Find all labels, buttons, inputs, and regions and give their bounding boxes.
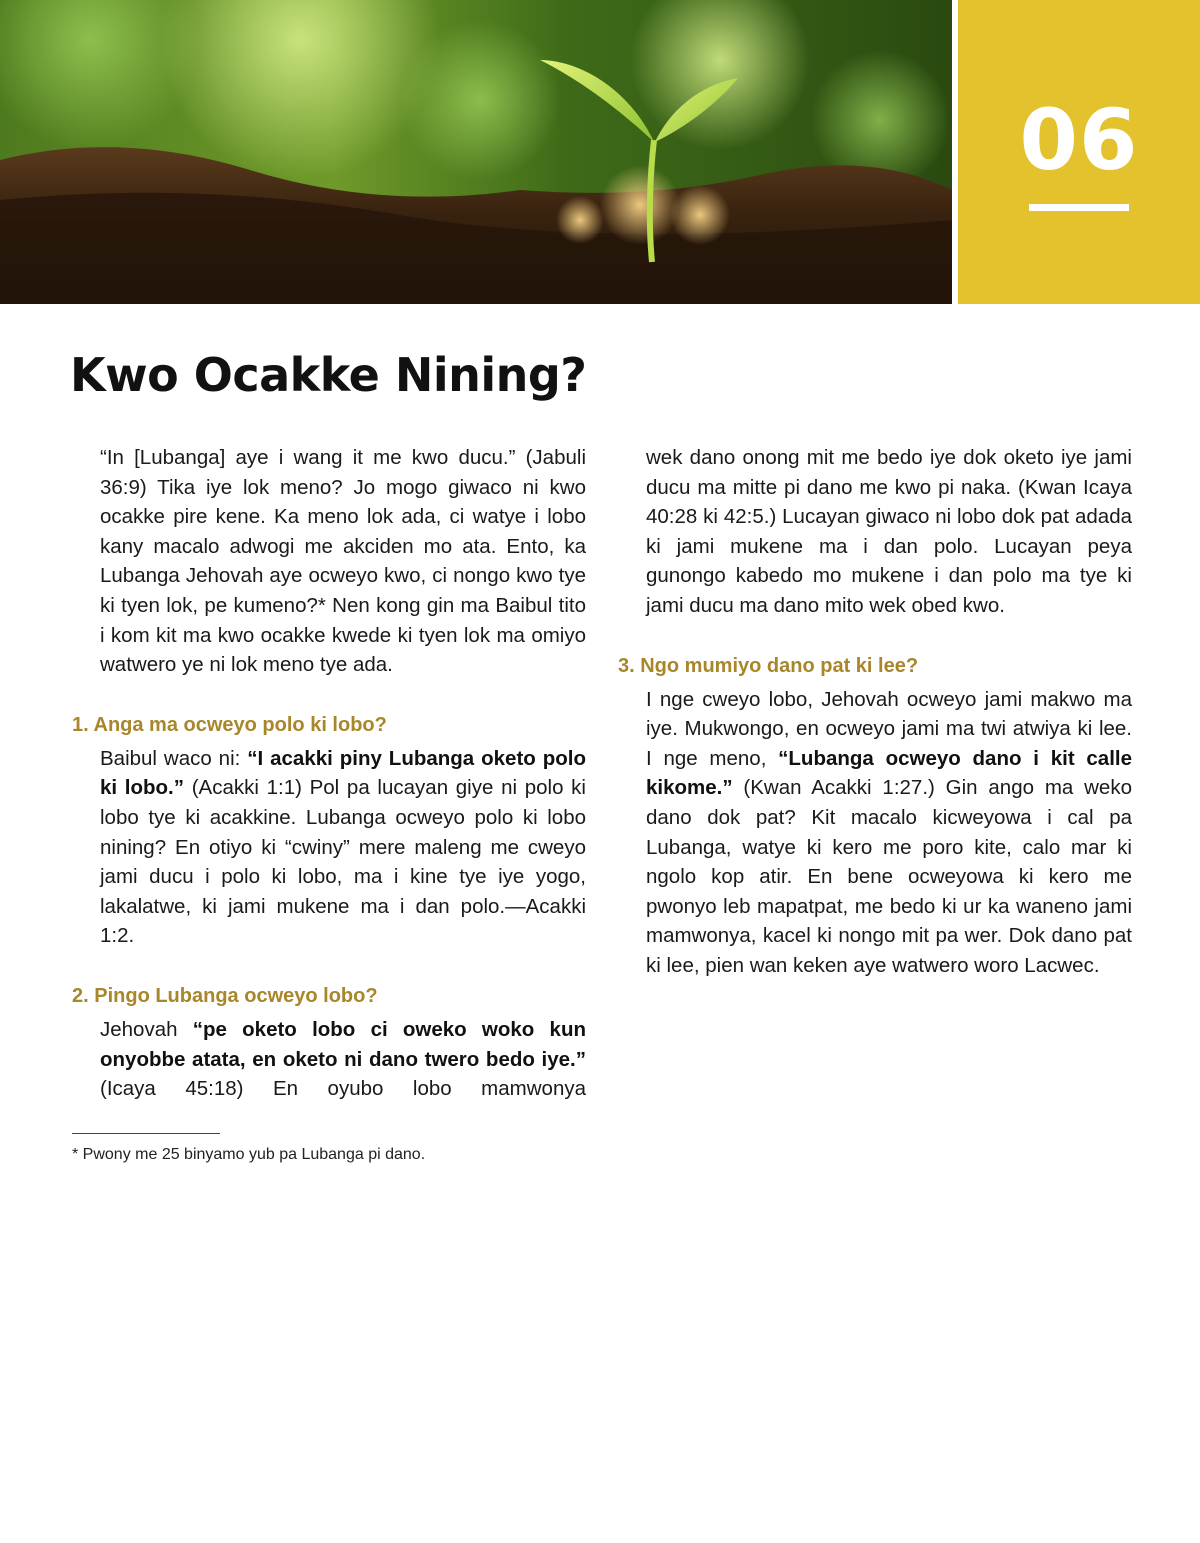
question-2: 2. Pingo Lubanga ocweyo lobo? — [72, 984, 378, 1007]
chapter-number: 06 — [1019, 91, 1139, 189]
answer-2 — [72, 1015, 586, 1104]
right-column — [618, 443, 1132, 981]
answer-3-quote: “Lubanga ocweyo dano i kit calle kikome.” — [646, 746, 1132, 800]
chapter-underline — [1029, 204, 1129, 211]
answer-1-lead: Baibul waco ni: — [100, 746, 248, 770]
footnote: * Pwony me 25 binyamo yub pa Lubanga pi dano. — [72, 1146, 426, 1163]
answer-3-rest: (Kwan Acakki 1:27.) Gin ango ma weko dano dok pat? Kit macalo kicweyowa i cal pa Lubanga, watye ki kero me poro kite, calo mar ki ngolo kop atir. En bene ocweyowa ki kero me pwonyo leb mapatpat, me bedo ki ur ka waneno jami mamwonya, kacel ki nongo mit pa wer. Dok dano pat ki lee, pien wan keken aye watwero woro Lacwec. — [646, 776, 1132, 977]
answer-3 — [618, 685, 1132, 981]
page-title: Kwo Ocakke Nining? — [70, 348, 587, 402]
answer-2-rest: (Icaya 45:18) En oyubo lobo mamwonya — [100, 1077, 586, 1101]
answer-1-rest: (Acakki 1:1) Pol pa lucayan giye ni polo ki lobo tye ki acakkine. Lubanga ocweyo polo ki lobo nining? En otiyo ki “cwiny” mere maleng me cweyo jami ducu i polo ki lobo, ma i kine tye iye yogo, lakalatwe, ki jami mukene ma i dan polo.—Acakki 1:2. — [100, 776, 586, 948]
answer-3-lead: I nge cweyo lobo, Jehovah ocweyo jami makwo ma iye. Mukwongo, en ocweyo jami ma twi atwiya ki lee. I nge meno, — [646, 687, 1132, 770]
footnote-divider — [72, 1133, 220, 1134]
answer-2-lead: Jehovah — [100, 1017, 193, 1041]
seedling-photo — [0, 0, 952, 304]
question-3: 3. Ngo mumiyo dano pat ki lee? — [618, 654, 919, 677]
left-column — [72, 443, 586, 1104]
intro-paragraph: “In [Lubanga] aye i wang it me kwo ducu.” (Jabuli 36:9) Tika iye lok meno? Jo mogo giwaco ni kwo ocakke pire kene. Ka meno lok ada, ci watye i lobo kany macalo adwogi me akciden mo ata. Ento, ka Lubanga Jehovah aye ocweyo kwo, ci nongo kwo tye ki tyen lok, pe kumeno?* Nen kong gin ma Baibul tito i kom kit ma kwo ocakke kwede ki tyen lok ma omiyo watwero ye ni lok meno tye ada. — [100, 446, 586, 677]
answer-2-quote: “pe oketo lobo ci oweko woko kun onyobbe atata, en oketo ni dano twero bedo iye.” — [100, 1017, 586, 1071]
answer-1 — [72, 744, 586, 951]
header-photo — [0, 0, 952, 304]
chapter-badge — [958, 0, 1200, 304]
answer-2-continued: wek dano onong mit me bedo iye dok oketo iye jami ducu ma mitte pi dano me kwo pi naka. (Kwan Icaya 40:28 ki 42:5.) Lucayan giwaco ni lobo dok pat adada ki jami mukene ma i dan polo. Lucayan peya gunongo kabedo mo mukene i dan polo ma tye ki jami ducu ma dano mito wek obed kwo. — [646, 446, 1132, 617]
answer-1-quote: “I acakki piny Lubanga oketo polo ki lobo.” — [100, 746, 586, 800]
question-1: 1. Anga ma ocweyo polo ki lobo? — [72, 713, 387, 736]
